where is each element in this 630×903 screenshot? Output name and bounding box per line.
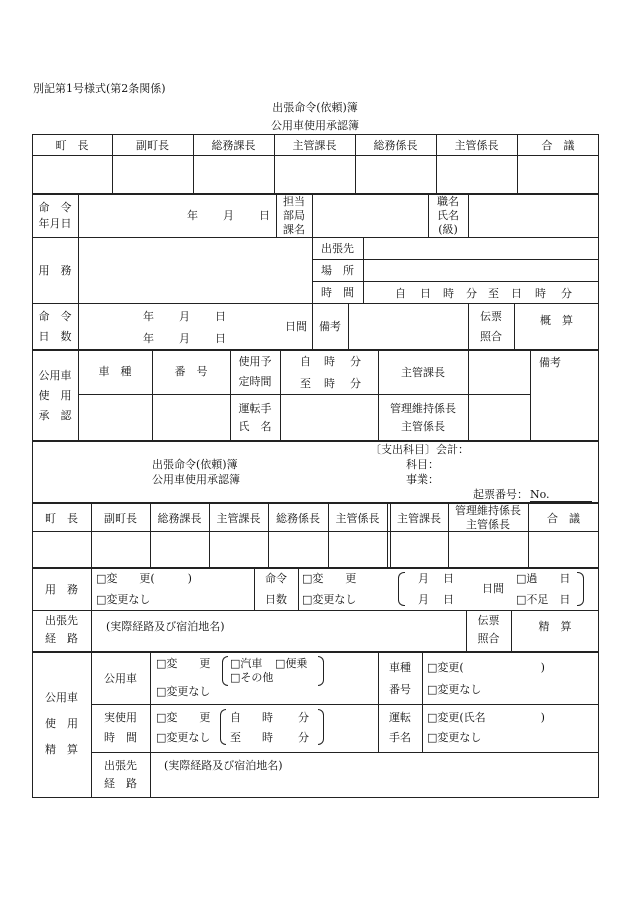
settle-settlement-label: 精 算 xyxy=(538,620,572,633)
position-label-b: 氏名 xyxy=(437,209,459,222)
days-from-year: 年 xyxy=(143,310,154,323)
actual-from-hour: 時 xyxy=(262,711,273,724)
car-number-label-b: 番号 xyxy=(389,683,411,696)
order-days-label-b: 日 数 xyxy=(38,330,72,343)
approver2-maintenance: 管理維持係長 xyxy=(455,504,521,517)
voucher-number-label: 起票番号： xyxy=(473,488,528,501)
settle-route-label-b: 経 路 xyxy=(45,632,78,645)
vehicle-label-1: 公用車 xyxy=(38,369,72,382)
planned-time-label-b: 定時間 xyxy=(238,375,272,388)
approver2-section-chief: 主管課長 xyxy=(216,512,261,525)
order-date-label-b: 年月日 xyxy=(38,217,72,230)
approver-general-affairs-sub: 総務係長 xyxy=(373,139,418,152)
actual-time-label-a: 実使用 xyxy=(104,711,137,724)
position-label-a: 職名 xyxy=(437,195,459,208)
time-from-hour: 時 xyxy=(443,287,454,300)
days-to-year: 年 xyxy=(143,332,154,345)
approver2-deputy: 副町長 xyxy=(104,512,137,525)
usage-route-label-a: 出張先 xyxy=(104,759,137,772)
time-to-day: 日 xyxy=(511,287,522,300)
driver-name-label-a: 運転 xyxy=(389,711,411,724)
vehicle-label-2: 使 用 xyxy=(38,389,72,402)
account-book-1: 出張命令(依頼)簿 xyxy=(152,458,238,471)
time-from-min: 分 xyxy=(466,287,477,300)
days-unit: 日間 xyxy=(285,320,307,333)
approver2-consult: 合 議 xyxy=(547,512,580,525)
place-label: 場 所 xyxy=(321,264,354,277)
settle-route-note: (実際経路及び宿泊地名) xyxy=(106,620,225,633)
driver-name-label-b: 手名 xyxy=(389,731,411,744)
approver2-general-chief: 総務課長 xyxy=(157,512,202,525)
vehicle-mgr-label: 主管課長 xyxy=(401,366,445,379)
usage-car-label: 公用車 xyxy=(104,672,137,685)
days-from-day: 日 xyxy=(215,310,226,323)
planned-from: 自 xyxy=(300,355,311,368)
position-label-c: (級) xyxy=(438,223,458,236)
approver2-mayor: 町 長 xyxy=(45,512,78,525)
planned-to-min: 分 xyxy=(350,377,361,390)
business-nochange-checkbox[interactable]: □変更なし xyxy=(96,593,151,606)
days-to-month: 月 xyxy=(179,332,190,345)
order-days-label-a: 命 令 xyxy=(38,310,72,323)
order-month-unit: 月 xyxy=(223,209,234,222)
ride-along-checkbox[interactable]: □便乗 xyxy=(275,657,308,670)
voucher-label-a: 伝票 xyxy=(480,310,502,323)
driver-change-checkbox[interactable]: □変更(氏名 ) xyxy=(427,711,545,724)
approver-section-sub: 主管係長 xyxy=(454,139,499,152)
order-date-label-a: 命 令 xyxy=(38,201,72,214)
vehicle-label-3: 承 認 xyxy=(38,409,72,422)
settle-from-day: 日 xyxy=(443,572,454,585)
days-nochange-checkbox[interactable]: □変更なし xyxy=(302,593,357,606)
actual-to-hour: 時 xyxy=(262,731,273,744)
usage-label-2: 使 用 xyxy=(45,717,78,730)
settle-route-label-a: 出張先 xyxy=(45,614,78,627)
approver2-general-sub: 総務係長 xyxy=(276,512,320,525)
actual-to-min: 分 xyxy=(298,731,309,744)
settle-days-label-b: 日数 xyxy=(265,593,287,606)
section-sub-chief-label: 主管係長 xyxy=(401,420,445,433)
dept-label-c: 課名 xyxy=(283,223,305,236)
vehicle-type-label: 車 種 xyxy=(98,365,132,378)
settle-to-month: 月 xyxy=(418,593,429,606)
maintenance-chief-label: 管理維持係長 xyxy=(390,402,456,415)
usage-route-label-b: 経 路 xyxy=(104,777,137,790)
time-nochange-checkbox[interactable]: □変更なし xyxy=(156,731,211,744)
usage-label-3: 精 算 xyxy=(45,743,78,756)
driver-label-b: 氏 名 xyxy=(238,420,272,433)
estimate-label: 概 算 xyxy=(540,314,573,327)
driver-label-a: 運転手 xyxy=(238,402,272,415)
train-checkbox[interactable]: □汽車 xyxy=(230,657,263,670)
vehicle-approval-section xyxy=(32,350,599,441)
account-book-2: 公用車使用承認簿 xyxy=(152,473,240,486)
settle-days-unit: 日間 xyxy=(482,582,504,595)
planned-from-hour: 時 xyxy=(324,355,335,368)
expense-item: 科目： xyxy=(406,458,439,471)
approver2-section-sub: 主管係長 xyxy=(335,512,380,525)
time-label: 時 間 xyxy=(321,286,354,299)
approver2-section-sub-b: 主管係長 xyxy=(466,518,510,531)
remarks-label: 備考 xyxy=(319,320,341,333)
approver-mayor: 町 長 xyxy=(55,139,89,152)
actual-from: 自 xyxy=(230,711,241,724)
time-to-hour: 時 xyxy=(535,287,546,300)
car-number-label-a: 車種 xyxy=(389,661,411,674)
car-number-change-checkbox[interactable]: □変更( ) xyxy=(427,661,545,674)
planned-to: 至 xyxy=(300,377,311,390)
planned-to-hour: 時 xyxy=(324,377,335,390)
time-to-min: 分 xyxy=(561,287,572,300)
order-year-unit: 年 xyxy=(187,209,198,222)
approver-deputy-mayor: 副町長 xyxy=(136,139,169,152)
approver-consult: 合 議 xyxy=(541,139,575,152)
order-day-unit: 日 xyxy=(259,209,270,222)
days-from-month: 月 xyxy=(179,310,190,323)
driver-nochange-checkbox[interactable]: □変更なし xyxy=(427,731,482,744)
time-to: 至 xyxy=(488,287,499,300)
settle-from-month: 月 xyxy=(418,572,429,585)
actual-time-label-b: 時 間 xyxy=(104,731,137,744)
approver-general-affairs-chief: 総務課長 xyxy=(211,139,256,152)
actual-from-min: 分 xyxy=(298,711,309,724)
car-nochange-checkbox[interactable]: □変更なし xyxy=(156,685,211,698)
days-to-day: 日 xyxy=(215,332,226,345)
vehicle-number-label: 番 号 xyxy=(174,365,208,378)
vehicle-remarks-label: 備考 xyxy=(539,356,561,369)
usage-label-1: 公用車 xyxy=(45,691,78,704)
settle-to-day: 日 xyxy=(443,593,454,606)
actual-to: 至 xyxy=(230,731,241,744)
car-number-nochange-checkbox[interactable]: □変更なし xyxy=(427,683,482,696)
voucher-label-b: 照合 xyxy=(480,330,502,343)
over-days-checkbox[interactable]: □過 日 xyxy=(516,572,571,585)
time-from: 自 xyxy=(395,287,406,300)
expense-account: 〔支出科目〕会計： xyxy=(370,443,469,456)
business-change-checkbox[interactable]: □変 更( ) xyxy=(96,572,192,585)
dept-label-a: 担当 xyxy=(283,195,305,208)
title-travel-order: 出張命令(依頼)簿 xyxy=(272,101,358,114)
destination-label: 出張先 xyxy=(321,242,354,255)
title-vehicle-approval: 公用車使用承認簿 xyxy=(271,119,359,132)
planned-time-label-a: 使用予 xyxy=(238,355,272,368)
form-id: 別記第1号様式(第2条関係) xyxy=(33,82,166,95)
settle-voucher-b: 照合 xyxy=(477,632,500,645)
short-days-checkbox[interactable]: □不足 日 xyxy=(516,593,571,606)
other-checkbox[interactable]: □その他 xyxy=(230,671,274,684)
dept-label-b: 部局 xyxy=(283,209,305,222)
days-change-checkbox[interactable]: □変 更 xyxy=(302,572,357,585)
settle-voucher-a: 伝票 xyxy=(477,614,500,627)
settle-business-label: 用 務 xyxy=(45,583,78,596)
time-from-day: 日 xyxy=(420,287,431,300)
approver-section-chief: 主管課長 xyxy=(292,139,337,152)
expense-project: 事業： xyxy=(406,473,439,486)
planned-from-min: 分 xyxy=(350,355,361,368)
business-label: 用 務 xyxy=(38,264,72,277)
usage-route-note: (実際経路及び宿泊地名) xyxy=(164,759,283,772)
car-change-checkbox[interactable]: □変 更 xyxy=(156,657,211,670)
settle-days-label-a: 命令 xyxy=(265,572,287,585)
time-change-checkbox[interactable]: □変 更 xyxy=(156,711,211,724)
approver2-section-chief-b: 主管課長 xyxy=(397,512,441,525)
voucher-number-field[interactable]: No. xyxy=(530,488,592,502)
